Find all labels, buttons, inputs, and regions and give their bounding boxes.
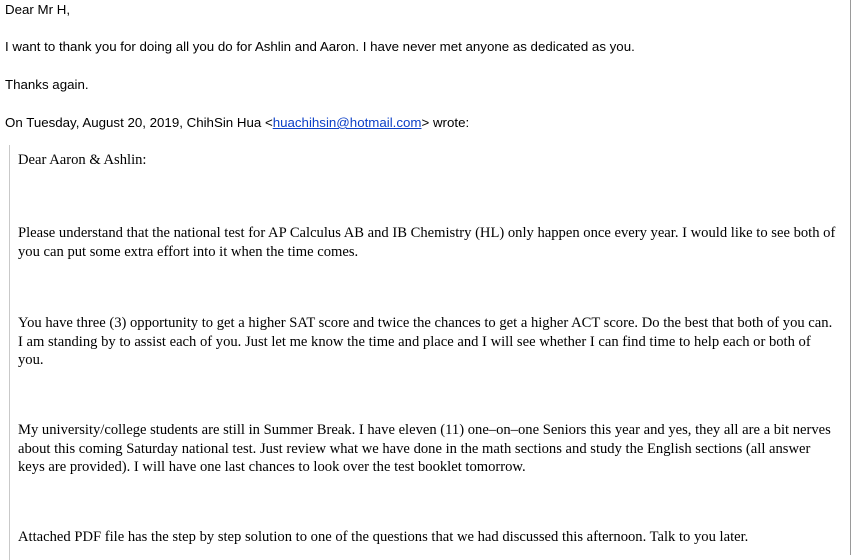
quoted-paragraph: Please understand that the national test for AP Calculus AB and IB Chemistry (HL) only happen once every year. I would like to see both of you can put some extra effort into it when the time comes. bbox=[18, 225, 836, 260]
quoted-message bbox=[9, 145, 840, 560]
quoted-paragraph: Attached PDF file has the step by step solution to one of the questions that we had discussed this afternoon. Talk to you later. bbox=[18, 529, 749, 545]
quote-header-suffix: > wrote: bbox=[421, 115, 470, 130]
quoted-greeting: Dear Aaron & Ashlin: bbox=[18, 152, 147, 168]
sender-email-link[interactable]: huachihsin@hotmail.com bbox=[272, 115, 422, 130]
quoted-paragraph: My university/college students are still in Summer Break. I have eleven (11) one–on–one Seniors this year and yes, they all are a bit nerves about this coming Saturday national test. Just review what we have done in the math sections and study the English sections (all answer keys are provided). I will have one last chances to look over the test booklet tomorrow. bbox=[18, 422, 831, 475]
reply-body: I want to thank you for doing all you do for Ashlin and Aaron. I have never met anyone as dedicated as you. bbox=[5, 39, 635, 54]
window-right-edge bbox=[850, 0, 851, 555]
reply-closing: Thanks again. bbox=[5, 77, 89, 92]
quote-header bbox=[5, 114, 469, 132]
quoted-paragraph: You have three (3) opportunity to get a higher SAT score and twice the chances to get a higher ACT score. Do the best that both of you can. I am standing by to assist each of you. Just let me know the time and place and I will see whether I can find time to help each or both of you. bbox=[18, 315, 833, 368]
quote-header-prefix: On Tuesday, August 20, 2019, ChihSin Hua < bbox=[5, 115, 273, 130]
reply-greeting: Dear Mr H, bbox=[5, 2, 71, 17]
